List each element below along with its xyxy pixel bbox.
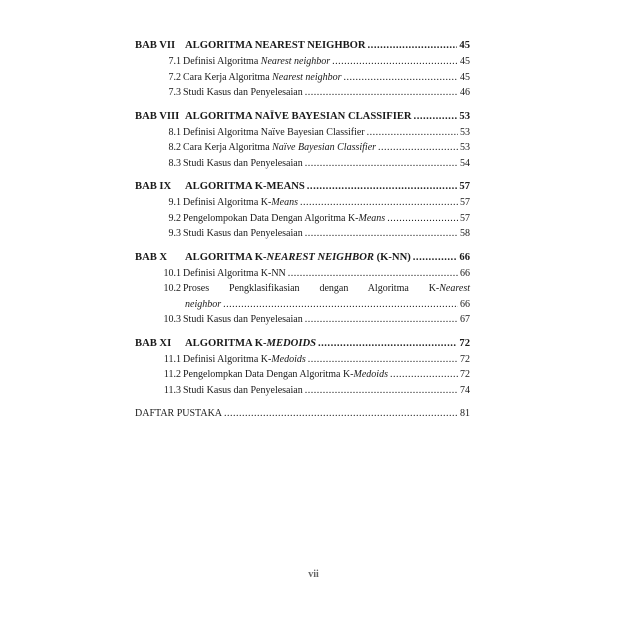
chapter-heading[interactable] (135, 38, 470, 54)
chapter-number: BAB IX (135, 181, 172, 192)
dot-leader (344, 70, 459, 86)
section-entry[interactable] (135, 367, 470, 383)
chapter-number: BAB VII (135, 40, 176, 51)
dot-leader (305, 226, 458, 242)
section-entry[interactable] (135, 54, 470, 70)
page-number: 45 (460, 56, 470, 67)
page-number: 57 (460, 212, 470, 224)
dot-leader (332, 54, 458, 70)
page-number: 66 (460, 267, 470, 279)
chapter-title: ALGORITMA K-MEDOIDS (185, 337, 316, 349)
section-entry[interactable] (135, 312, 470, 328)
chapter-heading[interactable] (135, 109, 470, 125)
dot-leader (305, 383, 458, 399)
table-of-contents (135, 38, 470, 422)
page-number: 45 (460, 71, 470, 83)
dot-leader (413, 250, 458, 266)
chapter-number: BAB X (135, 251, 168, 263)
section-title: Cara Kerja Algoritma Nearest neighbor (183, 71, 342, 83)
section-entry[interactable] (135, 352, 470, 368)
dot-leader (378, 140, 458, 156)
chapter-title: ALGORITMA K-NEAREST NEIGHBOR (K-NN) (185, 251, 411, 263)
page-footer-number: vii (308, 569, 319, 580)
section-number: 10.2 (163, 283, 181, 294)
section-number: 11.3 (163, 384, 181, 396)
section-entry[interactable] (135, 281, 470, 297)
dot-leader (390, 367, 458, 383)
page-number: 66 (460, 298, 470, 310)
section-number: 9.1 (168, 197, 181, 208)
section-title: Definisi Algoritma K-NN (183, 267, 286, 279)
section-entry[interactable] (135, 140, 470, 156)
dot-leader (414, 109, 458, 125)
dot-leader (305, 156, 458, 172)
section-title: Pengelompkan Data Dengan Algoritma K-Medoids (183, 369, 388, 380)
section-number: 10.3 (163, 314, 181, 325)
dot-leader (368, 38, 458, 54)
section-title-line-2: neighbor (185, 298, 222, 310)
section-title: Definisi Algoritma Nearest neighbor (183, 56, 331, 67)
dot-leader (305, 85, 458, 101)
section-number: 10.1 (163, 267, 181, 279)
dot-leader (288, 266, 458, 282)
chapter-title: ALGORITMA NEAREST NEIGHBOR (185, 40, 366, 51)
section-entry[interactable] (135, 70, 470, 86)
chapter-10 (135, 250, 470, 328)
dot-leader (307, 179, 458, 195)
page-number: 58 (460, 228, 470, 239)
page-number: 72 (460, 369, 470, 380)
section-entry[interactable] (135, 85, 470, 101)
dot-leader (305, 312, 458, 328)
dot-leader (308, 352, 458, 368)
dot-leader (224, 406, 458, 422)
section-title: Definisi Algoritma K-Medoids (183, 353, 306, 365)
dot-leader (318, 336, 457, 352)
chapter-7 (135, 38, 470, 101)
section-entry[interactable] (135, 226, 470, 242)
section-title: Studi Kasus dan Penyelesaian (183, 384, 303, 396)
dot-leader (367, 125, 458, 141)
section-title: Definisi Algoritma Naïve Bayesian Classifier (183, 126, 365, 138)
section-entry[interactable] (135, 156, 470, 172)
chapter-heading[interactable] (135, 250, 470, 266)
page-number: 81 (460, 408, 470, 419)
section-title: Studi Kasus dan Penyelesaian (183, 228, 303, 239)
section-number: 8.3 (168, 157, 181, 169)
bibliography-entry[interactable] (135, 406, 470, 422)
chapter-8 (135, 109, 470, 172)
section-entry-continuation[interactable] (135, 297, 470, 313)
chapter-heading[interactable] (135, 336, 470, 352)
page-number: 45 (459, 40, 470, 51)
section-entry[interactable] (135, 125, 470, 141)
section-title: Studi Kasus dan Penyelesaian (183, 87, 303, 98)
chapter-9 (135, 179, 470, 242)
page-number: 67 (460, 314, 470, 325)
section-title: Pengelompokan Data Dengan Algoritma K-Means (183, 212, 386, 224)
chapter-number: BAB XI (135, 337, 172, 349)
section-number: 7.1 (168, 56, 181, 67)
section-number: 7.3 (168, 87, 181, 98)
dot-leader (387, 211, 458, 227)
page-number: 66 (459, 251, 470, 263)
section-number: 9.3 (168, 228, 181, 239)
page-number: 53 (459, 110, 470, 122)
chapter-11 (135, 336, 470, 399)
dot-leader (300, 195, 458, 211)
section-number: 7.2 (168, 71, 181, 83)
section-title: Studi Kasus dan Penyelesaian (183, 157, 303, 169)
page-number: 74 (460, 384, 470, 396)
section-number: 9.2 (168, 212, 181, 224)
page-number: 72 (460, 353, 470, 365)
page-number: 53 (460, 126, 470, 138)
section-entry[interactable] (135, 266, 470, 282)
page-number: 46 (460, 87, 470, 98)
section-number: 8.2 (168, 142, 181, 153)
chapter-heading[interactable] (135, 179, 470, 195)
page-number: 72 (459, 337, 470, 349)
section-entry[interactable] (135, 211, 470, 227)
page-number: 54 (460, 157, 470, 169)
section-number: 11.2 (163, 369, 181, 380)
bibliography-title: DAFTAR PUSTAKA (135, 408, 223, 419)
section-title-line-1: Proses Pengklasifikasian dengan Algoritma K-Nearest (183, 283, 470, 294)
chapter-title: ALGORITMA K-MEANS (185, 181, 305, 192)
section-title: Definisi Algoritma K-Means (183, 197, 298, 208)
section-entry[interactable] (135, 383, 470, 399)
page-number: 57 (460, 197, 470, 208)
section-number: 11.1 (163, 353, 181, 365)
dot-leader (223, 297, 458, 313)
page-number: 53 (460, 142, 470, 153)
chapter-number: BAB VIII (135, 110, 180, 122)
page-number: 57 (459, 181, 470, 192)
section-number: 8.1 (168, 126, 181, 138)
section-title: Studi Kasus dan Penyelesaian (183, 314, 303, 325)
section-title: Cara Kerja Algoritma Naïve Bayesian Classifier (183, 142, 377, 153)
section-entry[interactable] (135, 195, 470, 211)
chapter-title: ALGORITMA NAÏVE BAYESIAN CLASSIFIER (185, 110, 412, 122)
